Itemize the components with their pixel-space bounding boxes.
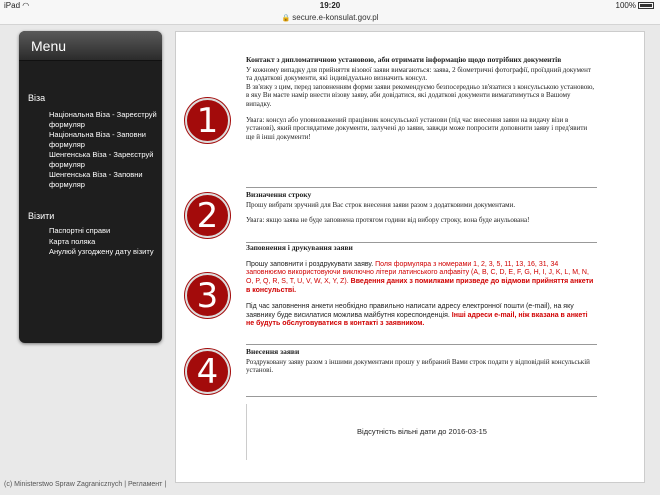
footer-text: (c) Ministerstwo Spraw Zagranicznych | Регламент | [4, 481, 167, 488]
step-3-p1-start: Прошу заповнити і роздрукувати заяву. [246, 260, 374, 268]
lock-icon: 🔒 [281, 15, 291, 22]
step-1-title: Контакт з дипломатичною установою, аби отримати інформацію щодо потрібних документів [246, 55, 562, 64]
battery-icon [638, 2, 654, 9]
step-1-badge: 1 [185, 98, 230, 143]
step-2-title: Визначення строку [246, 190, 312, 199]
step-2-text [246, 191, 596, 225]
step-3-badge: 3 [185, 273, 230, 318]
device-label: iPad ◠ [4, 1, 30, 10]
main-content [175, 31, 645, 483]
sidebar-menu [19, 31, 162, 343]
availability-message: Відсутність вільні дати до 2016-03-15 [246, 404, 597, 460]
visa-menu-list [49, 110, 159, 190]
step-4-title: Внесення заяви [246, 347, 300, 356]
menu-title: Menu [19, 31, 162, 61]
menu-item-national-register[interactable]: Національна Віза - Зареєструй формуляр [49, 110, 157, 129]
menu-item-schengen-register[interactable]: Шенгенська Віза - Зареєструй формуляр [49, 150, 154, 169]
step-3-email-warning: Інші адреси e-mail, ніж вказана в анкеті не будуть обслуговуватися в контакті з заявником. [246, 311, 588, 328]
menu-item-passport[interactable]: Паспортні справи [49, 226, 111, 235]
step-3-p2 [246, 303, 596, 329]
step-2-p2: Увага: якщо заява не буде заповнена протягом години від вибору строку, вона буде анульована! [246, 216, 530, 225]
menu-item-pole-card[interactable]: Карта поляка [49, 236, 96, 246]
battery-indicator: 100% [616, 1, 654, 10]
menu-item-schengen-fill[interactable]: Шенгенська Віза - Заповни формуляр [49, 170, 143, 189]
clock: 19:20 [319, 1, 341, 10]
status-bar [0, 0, 660, 12]
wifi-icon: ◠ [22, 1, 30, 10]
address-bar[interactable] [0, 12, 660, 25]
divider [246, 344, 597, 345]
step-1-p2: В зв'язку з цим, перед заповненням форми заяви рекомендуємо безпосередньо зв'язатися з консульською установою, в яку Ви маєте намір внести візову заяву, аби довідатися, які додаткові документи вимагатимуться в Вашому випадку. [246, 82, 595, 108]
step-4-p1: Роздруковану заяву разом з іншими документами прошу у вибраний Вами строк подати у відповідній консульській установі. [246, 357, 590, 375]
url-text: secure.e-konsulat.gov.pl [292, 13, 379, 22]
step-3-error-warning: Введення даних з помилками призведе до відмови прийняття анкети в консульстві. [246, 278, 594, 294]
step-3-title: Заповнення і друкування заяви [246, 243, 353, 252]
step-2-p1: Прошу вибрати зручний для Вас строк внесення заяви разом з додатковими документами. [246, 200, 516, 209]
step-3-p1 [246, 261, 596, 296]
step-1-p3: Увага: консул або уповноважений працівник консульської установи (під час внесення заяви на видачу візи в установі), який проглядатиме документи, залучені до заяви, завжди може попросити доповнити заяву і пред'явити ще й інші документи! [246, 115, 588, 141]
step-1-text [246, 56, 596, 141]
step-3-text [246, 244, 596, 329]
menu-item-national-fill[interactable]: Національна Віза - Заповни формуляр [49, 130, 146, 149]
step-1-p1: У кожному випадку для прийняття візової заяви вимагаються: заява, 2 біометричні фотографії, проїздний документ та додаткові документи, які індивідуально визначить консул. [246, 65, 591, 83]
divider [246, 396, 597, 397]
step-4-text [246, 348, 596, 375]
step-3-p2-start: Під час заповнення анкети необхідно правильно написати адресу електронної пошти (e-mail), на яку заявнику буде висилатися можлива майбутня кореспонденція. [246, 302, 574, 319]
step-2-badge: 2 [185, 193, 230, 238]
section-visa-title: Віза [28, 93, 46, 103]
section-visits-title: Візити [28, 211, 55, 221]
step-4-badge: 4 [185, 349, 230, 394]
menu-item-cancel-visit[interactable]: Анулюй узгоджену дату візиту [49, 247, 154, 256]
divider [246, 187, 597, 188]
visits-menu-list [49, 226, 159, 258]
step-3-latin-fields-note: Поля формуляра з номерами 1, 2, 3, 5, 11, 13, 16, 31, 34 заповнюємо використовуючи виключно літери латинського алфавіту (A, B, C, D, E, F, G, H, I, J, K, L, M, N, O, P, Q, R, S, T, U, V, W, X, Y, Z). [246, 260, 589, 286]
